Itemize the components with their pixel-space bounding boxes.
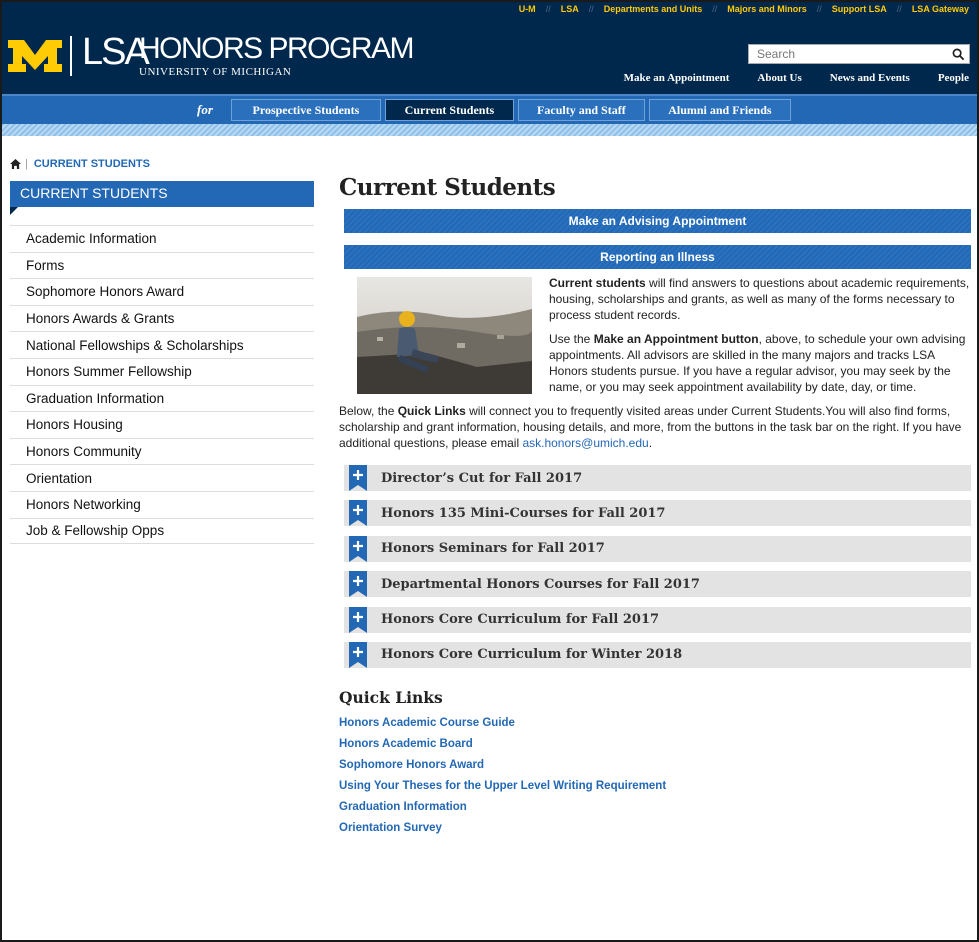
student-photo [357,277,532,394]
search-icon[interactable] [952,48,965,61]
sidebar-item-sophomore-honors-award[interactable]: Sophomore Honors Award [10,278,314,305]
accordion-item-departmental-honors[interactable] [344,571,971,597]
sidebar-item-orientation[interactable]: Orientation [10,464,314,491]
quick-link-orientation-survey[interactable]: Orientation Survey [339,822,442,835]
plus-bookmark-icon[interactable] [349,571,367,597]
utility-link-um[interactable]: U-M [518,4,536,14]
main-nav [624,72,977,84]
utility-link-gateway[interactable]: LSA Gateway [911,4,969,14]
accordion-label: Departmental Honors Courses for Fall 2017 [381,576,700,592]
accordion-label: Director’s Cut for Fall 2017 [381,470,583,486]
sidebar-item-honors-community[interactable]: Honors Community [10,438,314,465]
tab-alumni-friends[interactable]: Alumni and Friends [649,99,791,121]
sidebar-item-academic-information[interactable]: Academic Information [10,225,314,252]
accordion-item-mini-courses[interactable] [344,500,971,526]
accordion [339,465,971,668]
search-box [748,44,970,64]
utility-link-majors[interactable]: Majors and Minors [727,4,807,14]
utility-link-support[interactable]: Support LSA [831,4,887,14]
email-link[interactable]: ask.honors@umich.edu [522,436,649,450]
quick-link-graduation-info[interactable]: Graduation Information [339,801,467,814]
quick-link-course-guide[interactable]: Honors Academic Course Guide [339,717,515,730]
utility-link-lsa[interactable]: LSA [560,4,579,14]
intro-section [339,275,971,395]
sidebar-item-honors-awards-grants[interactable]: Honors Awards & Grants [10,305,314,332]
home-icon[interactable] [10,159,21,169]
plus-bookmark-icon[interactable] [349,642,367,668]
accordion-label: Honors Core Curriculum for Winter 2018 [381,647,683,663]
page-title: Current Students [339,174,556,201]
accordion-item-directors-cut[interactable] [344,465,971,491]
quick-link-sophomore-award[interactable]: Sophomore Honors Award [339,759,485,772]
plus-bookmark-icon[interactable] [349,607,367,633]
logo-honors-program[interactable]: HONORS PROGRAM [139,32,414,65]
logo-lsa[interactable]: LSA [82,31,148,73]
utility-bar: U-M // LSA // Departments and Units // Majors and Minors // Support LSA // LSA Gateway [2,2,977,16]
utility-link-departments[interactable]: Departments and Units [603,4,703,14]
accordion-item-core-fall[interactable] [344,607,971,633]
reporting-illness-button[interactable]: Reporting an Illness [344,245,971,269]
nav-news-events[interactable]: News and Events [829,72,910,84]
site-header [2,16,977,94]
accordion-item-honors-seminars[interactable] [344,536,971,562]
quick-link-theses-writing[interactable]: Using Your Theses for the Upper Level Writing Requirement [339,780,667,793]
accordion-label: Honors Seminars for Fall 2017 [381,541,605,557]
audience-nav [2,94,977,124]
tab-current-students[interactable]: Current Students [385,99,514,121]
tab-faculty-staff[interactable]: Faculty and Staff [518,99,645,121]
intro-paragraph-2: Use the Make an Appointment button, above, to schedule your own advising appointments. All advisors are skilled in the many majors and tracks LSA Honors students pursue. If you have a regular advisor, you may seek by the name, or you may seek appointment availability by date, day, or time. [549,332,966,394]
quick-links-heading: Quick Links [339,687,443,707]
audience-for-label: for [197,102,213,117]
quick-links-list [339,713,971,839]
accordion-item-core-winter[interactable] [344,642,971,668]
quick-link-academic-board[interactable]: Honors Academic Board [339,738,473,751]
search-input[interactable] [749,45,939,63]
tab-prospective-students[interactable]: Prospective Students [231,99,381,121]
sidebar-item-honors-networking[interactable]: Honors Networking [10,491,314,518]
quick-links-intro: Below, the Quick Links will connect you to frequently visited areas under Current Students.You will also find forms, scholarship and grant information, housing details, and more, from the buttons in the task bar on the right. If you have additional questions, please email ask.honors@umich.edu. [339,404,962,450]
sidebar-heading[interactable]: CURRENT STUDENTS [10,181,314,207]
advising-appointment-button[interactable]: Make an Advising Appointment [344,209,971,233]
sidebar-item-job-fellowship-opps[interactable]: Job & Fellowship Opps [10,518,314,545]
sidebar-item-forms[interactable]: Forms [10,252,314,279]
nav-about-us[interactable]: About Us [757,72,802,84]
plus-bookmark-icon[interactable] [349,465,367,491]
breadcrumb: | CURRENT STUDENTS [10,158,150,170]
plus-bookmark-icon[interactable] [349,536,367,562]
breadcrumb-current[interactable]: CURRENT STUDENTS [33,158,150,170]
nav-make-appointment[interactable]: Make an Appointment [623,72,730,84]
sidebar-list [10,225,314,544]
sidebar-item-graduation-information[interactable]: Graduation Information [10,385,314,412]
sidebar [10,181,314,544]
intro-paragraph-1: Current students will find answers to questions about academic requirements, housing, scholarships and grants, as well as many of the forms necessary to process student records. [549,276,970,322]
sidebar-item-honors-summer-fellowship[interactable]: Honors Summer Fellowship [10,358,314,385]
logo-divider [70,36,72,76]
sidebar-item-national-fellowships[interactable]: National Fellowships & Scholarships [10,331,314,358]
intro-text [549,275,971,395]
header-stripe [2,124,977,136]
plus-bookmark-icon[interactable] [349,500,367,526]
nav-people[interactable]: People [937,72,969,84]
logo-university: UNIVERSITY OF MICHIGAN [139,66,292,78]
block-m-logo[interactable] [6,36,64,76]
sidebar-item-honors-housing[interactable]: Honors Housing [10,411,314,438]
main-content [339,174,971,839]
accordion-label: Honors 135 Mini-Courses for Fall 2017 [381,505,666,521]
accordion-label: Honors Core Curriculum for Fall 2017 [381,612,660,628]
